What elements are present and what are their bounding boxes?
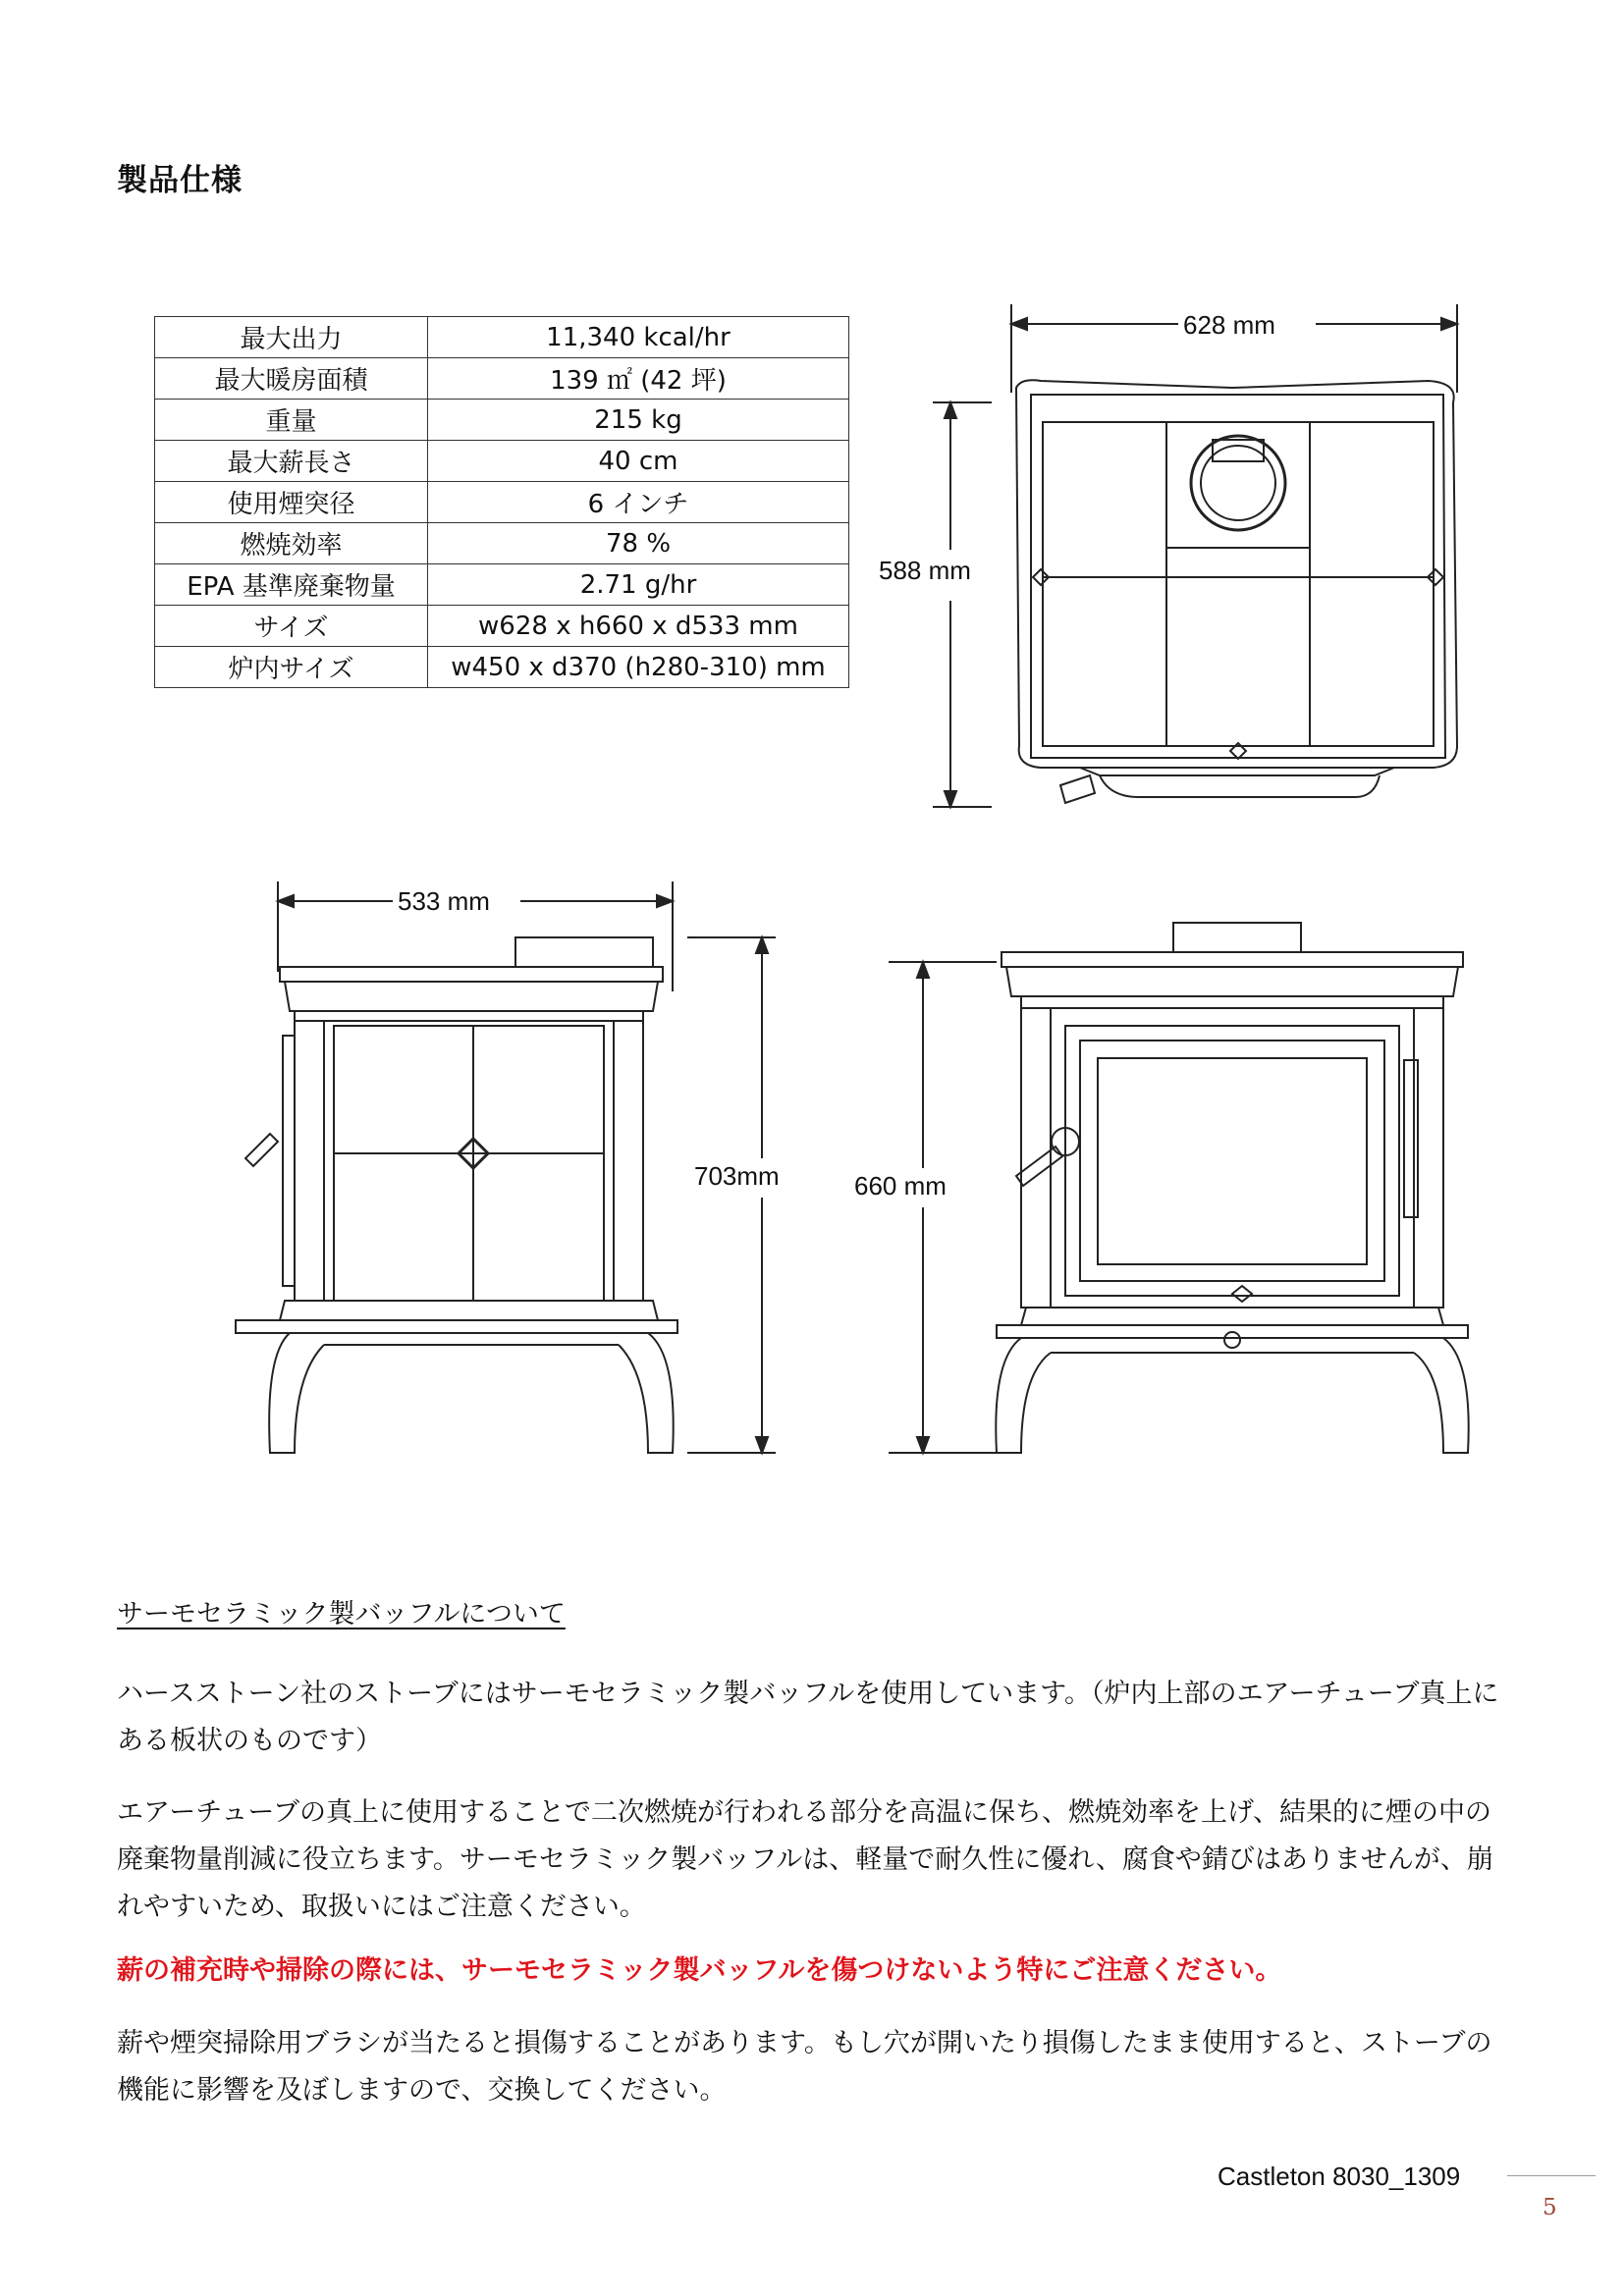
baffle-paragraph-2: エアーチューブの真上に使用することで二次燃焼が行われる部分を高温に保ち、燃焼効率を上げ、結果的に煙の中の廃棄物量削減に役立ちます。サーモセラミック製バッフルは、軽量で耐久性に優れ、腐食や錆びはありませんが、崩れやすいため、取扱いにはご注意ください。 [117,1797,1493,1922]
front-height-dimension [889,962,997,1453]
front-view-body [996,923,1468,1453]
spec-value: 11,340 kcal/hr [428,317,849,358]
spec-value: w450 x d370 (h280-310) mm [428,647,849,688]
spec-value: 40 cm [428,441,849,482]
footer-model: Castleton 8030_1309 [1218,2162,1461,2191]
top-width-label: 628 mm [1183,310,1275,340]
spec-label: 炉内サイズ [155,647,428,688]
spec-label: 重量 [155,400,428,441]
baffle-warning: 薪の補充時や掃除の際には、サーモセラミック製バッフルを傷つけないよう特にご注意ください。 [117,1955,1282,1986]
front-height-label: 660 mm [854,1171,947,1201]
side-height-label: 703mm [694,1161,780,1191]
side-depth-label: 533 mm [398,886,490,916]
spec-label: 使用煙突径 [155,482,428,523]
spec-label: 最大薪長さ [155,441,428,482]
page-title: 製品仕様 [117,163,243,198]
spec-value: 78 % [428,523,849,564]
spec-label: サイズ [155,606,428,647]
baffle-paragraph-3: 薪や煙突掃除用ブラシが当たると損傷することがあります。もし穴が開いたり損傷したまま使用すると、ストーブの機能に影響を及ぼしますので、交換してください。 [117,2028,1492,2106]
spec-label: EPA 基準廃棄物量 [155,564,428,606]
spec-label: 最大暖房面積 [155,358,428,400]
footer-divider [1507,2175,1596,2176]
spec-label: 燃焼効率 [155,523,428,564]
baffle-heading: サーモセラミック製バッフルについて [117,1599,566,1629]
spec-label: 最大出力 [155,317,428,358]
top-depth-label: 588 mm [879,556,971,585]
spec-value: 2.71 g/hr [428,564,849,606]
page-number: 5 [1543,2195,1557,2220]
spec-value: w628 x h660 x d533 mm [428,606,849,647]
spec-value: 139 ㎡ (42 坪) [428,358,849,400]
spec-value: 215 kg [428,400,849,441]
baffle-paragraph-1: ハースストーン社のストーブにはサーモセラミック製バッフルを使用しています。（炉内上部のエアーチューブ真上にある板状のものです） [117,1679,1499,1756]
spec-value: 6 インチ [428,482,849,523]
